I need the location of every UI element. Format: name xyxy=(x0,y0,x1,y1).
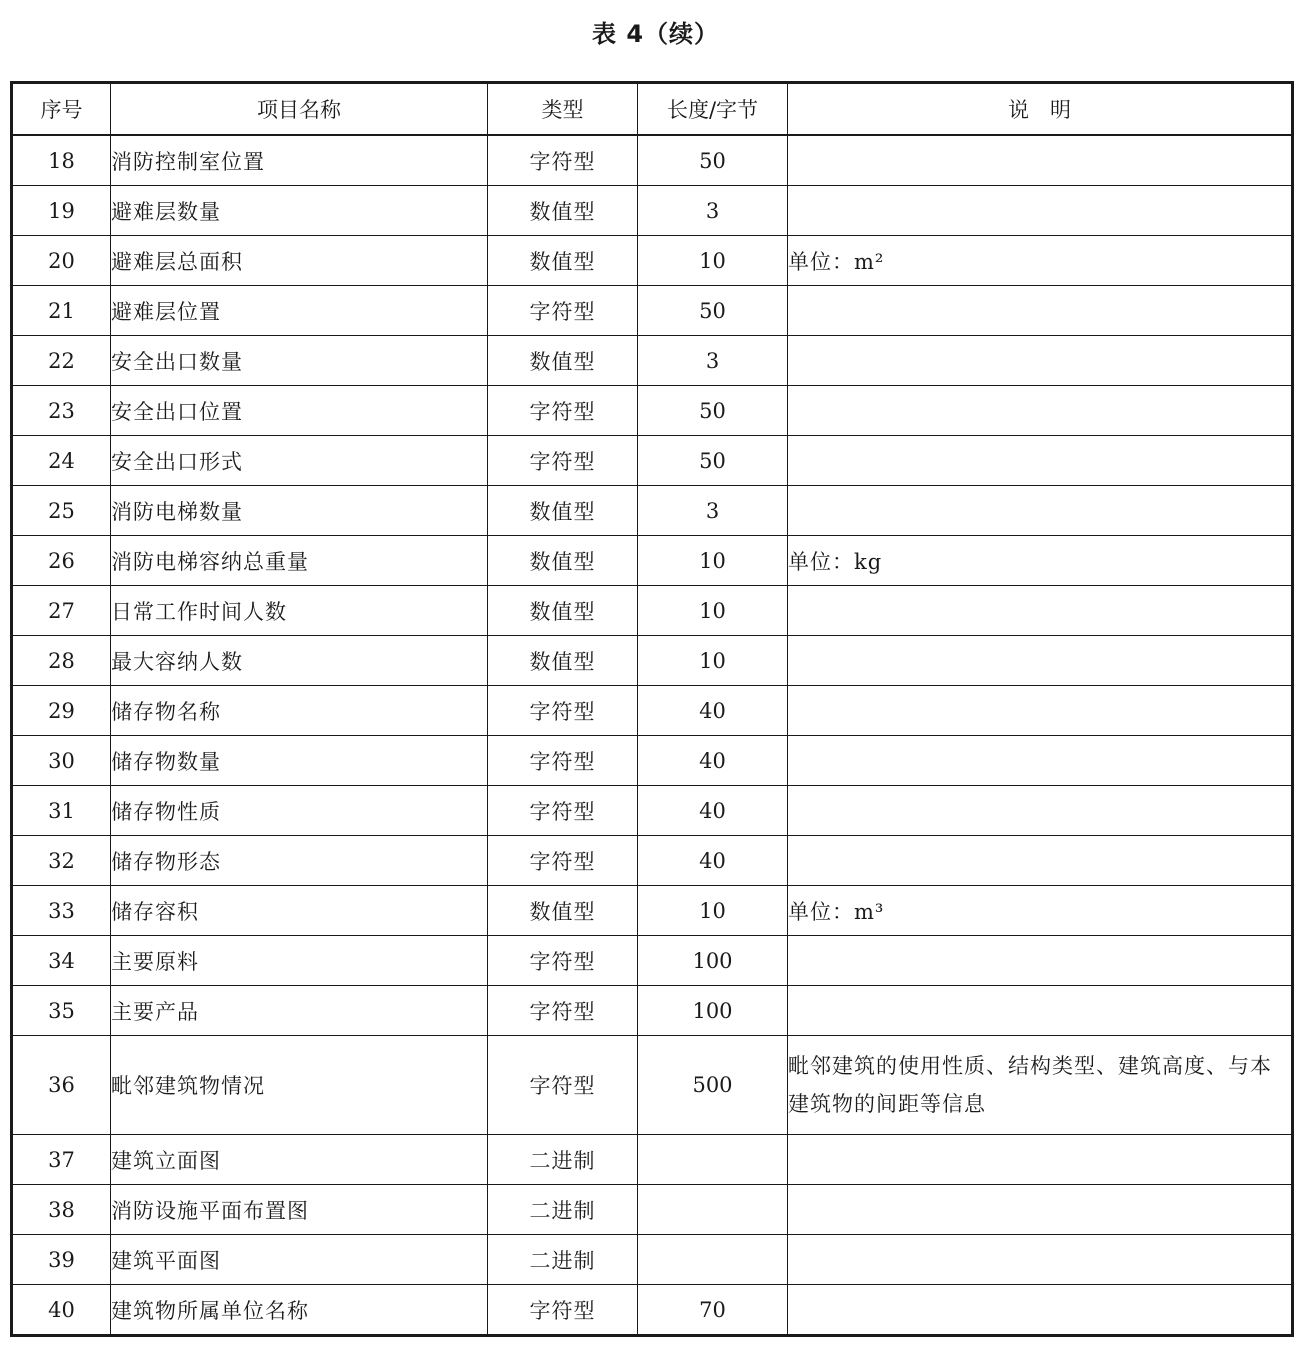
description xyxy=(788,186,1293,236)
length-bytes: 100 xyxy=(638,986,788,1036)
table-row xyxy=(12,836,1293,886)
data-type: 数值型 xyxy=(488,186,638,236)
length-bytes: 50 xyxy=(638,386,788,436)
item-name: 毗邻建筑物情况 xyxy=(111,1036,488,1135)
length-bytes: 500 xyxy=(638,1036,788,1135)
description: 毗邻建筑的使用性质、结构类型、建筑高度、与本建筑物的间距等信息 xyxy=(788,1036,1293,1135)
data-type: 数值型 xyxy=(488,486,638,536)
description xyxy=(788,486,1293,536)
table-row xyxy=(12,986,1293,1036)
item-name: 主要产品 xyxy=(111,986,488,1036)
item-name: 建筑物所属单位名称 xyxy=(111,1285,488,1336)
row-number: 27 xyxy=(12,586,111,636)
table-row xyxy=(12,1135,1293,1185)
length-bytes xyxy=(638,1235,788,1285)
table-row xyxy=(12,1285,1293,1336)
length-bytes: 50 xyxy=(638,286,788,336)
table-row xyxy=(12,586,1293,636)
data-type: 字符型 xyxy=(488,986,638,1036)
item-name: 消防电梯数量 xyxy=(111,486,488,536)
item-name: 主要原料 xyxy=(111,936,488,986)
table-row xyxy=(12,386,1293,436)
table-row xyxy=(12,336,1293,386)
item-name: 储存物性质 xyxy=(111,786,488,836)
data-type: 字符型 xyxy=(488,1036,638,1135)
description: 单位：kg xyxy=(788,536,1293,586)
description xyxy=(788,936,1293,986)
description xyxy=(788,286,1293,336)
description xyxy=(788,636,1293,686)
data-type: 数值型 xyxy=(488,236,638,286)
row-number: 36 xyxy=(12,1036,111,1135)
item-name: 最大容纳人数 xyxy=(111,636,488,686)
row-number: 32 xyxy=(12,836,111,886)
data-type: 字符型 xyxy=(488,1285,638,1336)
table-row xyxy=(12,1235,1293,1285)
item-name: 消防设施平面布置图 xyxy=(111,1185,488,1235)
length-bytes: 50 xyxy=(638,135,788,186)
description: 单位：m² xyxy=(788,236,1293,286)
length-bytes: 10 xyxy=(638,586,788,636)
table-body xyxy=(12,135,1293,1336)
item-name: 储存容积 xyxy=(111,886,488,936)
data-type: 字符型 xyxy=(488,736,638,786)
description xyxy=(788,386,1293,436)
header-name: 项目名称 xyxy=(111,83,488,136)
item-name: 安全出口位置 xyxy=(111,386,488,436)
length-bytes: 3 xyxy=(638,186,788,236)
header-type: 类型 xyxy=(488,83,638,136)
length-bytes: 10 xyxy=(638,886,788,936)
data-type: 字符型 xyxy=(488,836,638,886)
description xyxy=(788,786,1293,836)
row-number: 19 xyxy=(12,186,111,236)
row-number: 40 xyxy=(12,1285,111,1336)
length-bytes xyxy=(638,1185,788,1235)
data-type: 字符型 xyxy=(488,786,638,836)
table-header-row xyxy=(12,83,1293,136)
row-number: 26 xyxy=(12,536,111,586)
row-number: 20 xyxy=(12,236,111,286)
table-row xyxy=(12,936,1293,986)
table-row xyxy=(12,436,1293,486)
length-bytes: 10 xyxy=(638,236,788,286)
data-type: 字符型 xyxy=(488,286,638,336)
item-name: 储存物名称 xyxy=(111,686,488,736)
header-note: 说 明 xyxy=(788,83,1293,136)
item-name: 建筑立面图 xyxy=(111,1135,488,1185)
data-type: 二进制 xyxy=(488,1185,638,1235)
data-type: 字符型 xyxy=(488,686,638,736)
description xyxy=(788,1235,1293,1285)
row-number: 34 xyxy=(12,936,111,986)
table-row xyxy=(12,186,1293,236)
length-bytes: 10 xyxy=(638,536,788,586)
length-bytes: 40 xyxy=(638,836,788,886)
table-row xyxy=(12,786,1293,836)
table-row xyxy=(12,236,1293,286)
row-number: 18 xyxy=(12,135,111,186)
item-name: 建筑平面图 xyxy=(111,1235,488,1285)
description xyxy=(788,1285,1293,1336)
length-bytes: 70 xyxy=(638,1285,788,1336)
data-type: 数值型 xyxy=(488,536,638,586)
length-bytes: 3 xyxy=(638,336,788,386)
table-row xyxy=(12,286,1293,336)
row-number: 28 xyxy=(12,636,111,686)
description xyxy=(788,586,1293,636)
table-row xyxy=(12,536,1293,586)
description xyxy=(788,1135,1293,1185)
table-row xyxy=(12,736,1293,786)
description xyxy=(788,336,1293,386)
header-no: 序号 xyxy=(12,83,111,136)
header-length: 长度/字节 xyxy=(638,83,788,136)
item-name: 储存物数量 xyxy=(111,736,488,786)
item-name: 日常工作时间人数 xyxy=(111,586,488,636)
length-bytes: 3 xyxy=(638,486,788,536)
description xyxy=(788,736,1293,786)
length-bytes xyxy=(638,1135,788,1185)
data-type: 字符型 xyxy=(488,436,638,486)
length-bytes: 100 xyxy=(638,936,788,986)
description: 单位：m³ xyxy=(788,886,1293,936)
item-name: 避难层位置 xyxy=(111,286,488,336)
table-title: 表 4（续） xyxy=(591,20,720,48)
table-row xyxy=(12,486,1293,536)
description xyxy=(788,686,1293,736)
data-type: 二进制 xyxy=(488,1235,638,1285)
row-number: 39 xyxy=(12,1235,111,1285)
data-type: 数值型 xyxy=(488,336,638,386)
table-row xyxy=(12,1185,1293,1235)
table-row xyxy=(12,135,1293,186)
item-name: 消防电梯容纳总重量 xyxy=(111,536,488,586)
row-number: 22 xyxy=(12,336,111,386)
description xyxy=(788,836,1293,886)
item-name: 安全出口数量 xyxy=(111,336,488,386)
item-name: 避难层数量 xyxy=(111,186,488,236)
table-row xyxy=(12,636,1293,686)
data-type: 数值型 xyxy=(488,636,638,686)
row-number: 23 xyxy=(12,386,111,436)
row-number: 30 xyxy=(12,736,111,786)
length-bytes: 50 xyxy=(638,436,788,486)
description xyxy=(788,986,1293,1036)
length-bytes: 40 xyxy=(638,736,788,786)
length-bytes: 40 xyxy=(638,786,788,836)
item-name: 避难层总面积 xyxy=(111,236,488,286)
data-type: 数值型 xyxy=(488,586,638,636)
description xyxy=(788,1185,1293,1235)
row-number: 38 xyxy=(12,1185,111,1235)
data-dictionary-table xyxy=(10,81,1294,1337)
row-number: 29 xyxy=(12,686,111,736)
data-type: 数值型 xyxy=(488,886,638,936)
description xyxy=(788,436,1293,486)
length-bytes: 40 xyxy=(638,686,788,736)
table-row xyxy=(12,686,1293,736)
data-type: 字符型 xyxy=(488,386,638,436)
item-name: 储存物形态 xyxy=(111,836,488,886)
row-number: 24 xyxy=(12,436,111,486)
table-row xyxy=(12,886,1293,936)
row-number: 37 xyxy=(12,1135,111,1185)
row-number: 21 xyxy=(12,286,111,336)
row-number: 31 xyxy=(12,786,111,836)
table-row xyxy=(12,1036,1293,1135)
row-number: 25 xyxy=(12,486,111,536)
data-type: 字符型 xyxy=(488,936,638,986)
item-name: 消防控制室位置 xyxy=(111,135,488,186)
item-name: 安全出口形式 xyxy=(111,436,488,486)
data-type: 字符型 xyxy=(488,135,638,186)
data-type: 二进制 xyxy=(488,1135,638,1185)
row-number: 35 xyxy=(12,986,111,1036)
description xyxy=(788,135,1293,186)
row-number: 33 xyxy=(12,886,111,936)
length-bytes: 10 xyxy=(638,636,788,686)
